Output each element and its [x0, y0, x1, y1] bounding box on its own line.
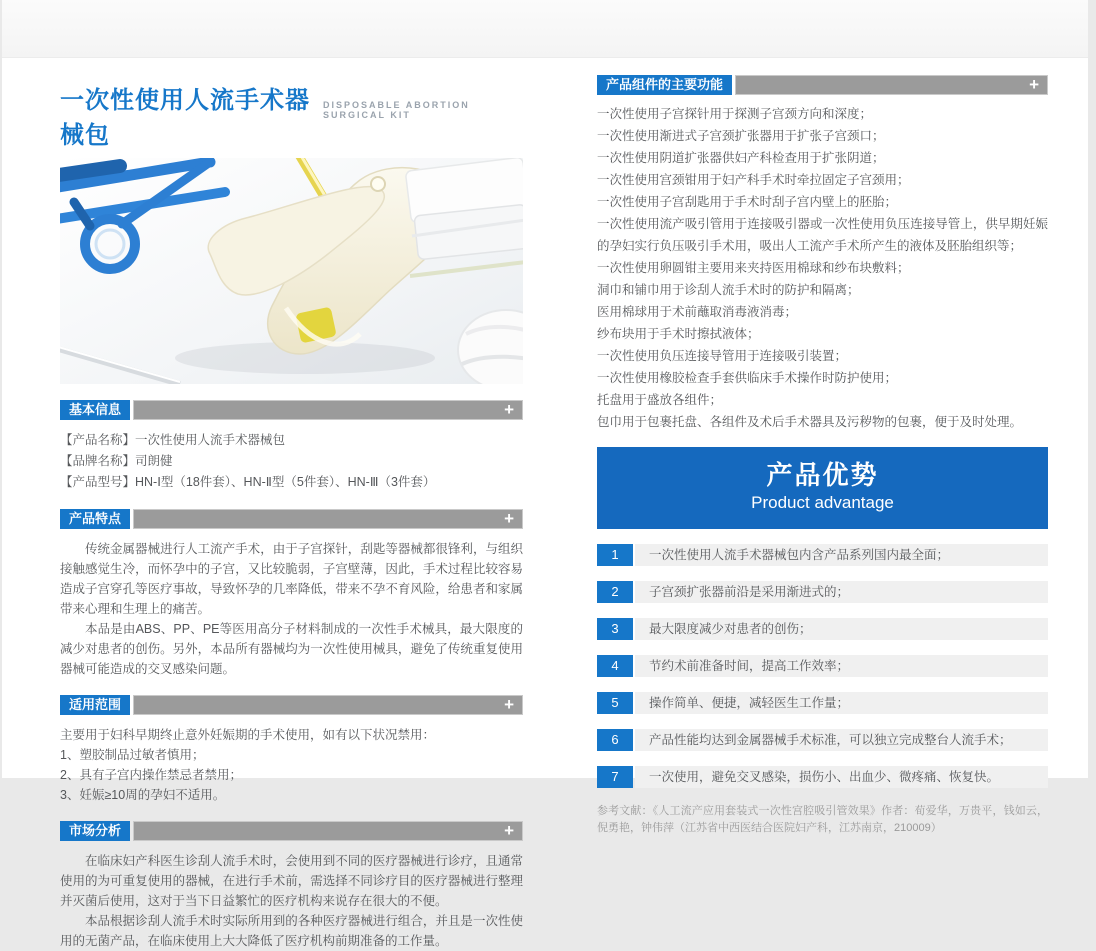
section-title: 适用范围 — [60, 695, 130, 715]
advantage-list — [597, 544, 1048, 788]
advantage-row — [597, 655, 1048, 677]
page-title: 一次性使用人流手术器械包 — [60, 80, 311, 150]
market-body — [60, 851, 523, 951]
product-title-row — [60, 80, 523, 150]
market-paragraph: 在临床妇产科医生诊刮人流手术时，会使用到不同的医疗器械进行诊疗，且通常使用的为可重复使用的器械，在进行手术前，需选择不同诊疗目的医疗器械进行整理并灭菌后使用，这对于当下日益繁忙的医疗机构来说存在很大的不便。 — [60, 851, 523, 911]
component-line: 洞巾和铺巾用于诊刮人流手术时的防护和隔离； — [597, 279, 1048, 301]
section-title: 市场分析 — [60, 821, 130, 841]
advantage-number-badge: 3 — [597, 618, 633, 640]
features-paragraph: 本品是由ABS、PP、PE等医用高分子材料制成的一次性手术械具，最大限度的减少对患者的创伤。另外，本品所有器械均为一次性使用械具，避免了传统重复使用器械可能造成的交叉感染问题。 — [60, 619, 523, 679]
component-line: 一次性使用流产吸引管用于连接吸引器或一次性使用负压连接导管上，供早期妊娠的孕妇实行负压吸引手术用，吸出人工流产手术所产生的液体及胚胎组织等； — [597, 213, 1048, 257]
advantage-text: 一次性使用人流手术器械包内含产品系列国内最全面； — [635, 544, 1048, 566]
advantage-title-cn: 产品优势 — [597, 460, 1048, 490]
advantage-row — [597, 729, 1048, 751]
section-bar — [133, 821, 523, 841]
features-paragraph: 传统金属器械进行人工流产手术，由于子宫探针，刮匙等器械都很锋利，与组织接触感觉生冷，而怀孕中的子宫，又比较脆弱，子宫壁薄，因此，手术过程比较容易造成子宫穿孔等医疗事故，导致怀孕的几率降低，带来不孕不育风险，给患者和家属带来心理和生理上的痛苦。 — [60, 539, 523, 619]
left-column — [60, 80, 523, 951]
page-top-band — [2, 0, 1088, 58]
expand-plus-icon[interactable]: + — [1029, 75, 1039, 95]
section-header-components — [597, 75, 1048, 95]
component-line: 一次性使用橡胶检查手套供临床手术操作时防护使用； — [597, 367, 1048, 389]
product-advantage-banner — [597, 447, 1048, 529]
advantage-text: 最大限度减少对患者的创伤； — [635, 618, 1048, 640]
section-header-features — [60, 509, 523, 529]
component-line: 托盘用于盛放各组件； — [597, 389, 1048, 411]
basic-info-body — [60, 430, 523, 493]
scope-intro: 主要用于妇科早期终止意外妊娠期的手术使用，如有以下状况禁用： — [60, 725, 523, 745]
reference-citation: 参考文献：《人工流产应用套装式一次性宫腔吸引管效果》作者：荀爱华，万贵平，钱如云，倪勇艳，钟伟萍（江苏省中西医结合医院妇产科，江苏南京，210009） — [597, 803, 1048, 837]
component-line: 包巾用于包裹托盘、各组件及术后手术器具及污秽物的包裹，便于及时处理。 — [597, 411, 1048, 433]
component-line: 医用棉球用于术前蘸取消毒液消毒； — [597, 301, 1048, 323]
advantage-text: 节约术前准备时间，提高工作效率； — [635, 655, 1048, 677]
brochure-page — [2, 0, 1088, 778]
section-title: 基本信息 — [60, 400, 130, 420]
section-bar — [133, 400, 523, 420]
scope-item: 3、妊娠≥10周的孕妇不适用。 — [60, 785, 523, 805]
scope-item: 2、具有子宫内操作禁忌者禁用； — [60, 765, 523, 785]
brand-name-line: 【品牌名称】司朗健 — [60, 451, 523, 472]
advantage-row — [597, 692, 1048, 714]
section-title: 产品组件的主要功能 — [597, 75, 732, 95]
advantage-number-badge: 6 — [597, 729, 633, 751]
component-line: 一次性使用子宫刮匙用于手术时刮子宫内壁上的胚胎； — [597, 191, 1048, 213]
advantage-number-badge: 7 — [597, 766, 633, 788]
section-bar — [133, 695, 523, 715]
section-title: 产品特点 — [60, 509, 130, 529]
advantage-row — [597, 581, 1048, 603]
section-header-market — [60, 821, 523, 841]
advantage-number-badge: 4 — [597, 655, 633, 677]
advantage-text: 一次使用，避免交叉感染，损伤小、出血少、微疼痛、恢复快。 — [635, 766, 1048, 788]
component-line: 一次性使用阴道扩张器供妇产科检查用于扩张阴道； — [597, 147, 1048, 169]
component-line: 一次性使用子宫探针用于探测子宫颈方向和深度； — [597, 103, 1048, 125]
expand-plus-icon[interactable]: + — [504, 509, 514, 529]
advantage-number-badge: 2 — [597, 581, 633, 603]
component-line: 一次性使用负压连接导管用于连接吸引装置； — [597, 345, 1048, 367]
section-header-scope — [60, 695, 523, 715]
market-paragraph: 本品根据诊刮人流手术时实际所用到的各种医疗器械进行组合，并且是一次性使用的无菌产品，在临床使用上大大降低了医疗机构前期准备的工作量。 — [60, 911, 523, 951]
expand-plus-icon[interactable]: + — [504, 400, 514, 420]
features-body — [60, 539, 523, 679]
component-line: 纱布块用于手术时擦拭液体； — [597, 323, 1048, 345]
scope-item: 1、塑胶制品过敏者慎用； — [60, 745, 523, 765]
product-photo — [60, 158, 523, 384]
advantage-number-badge: 1 — [597, 544, 633, 566]
product-name-line: 【产品名称】一次性使用人流手术器械包 — [60, 430, 523, 451]
advantage-text: 产品性能均达到金属器械手术标准，可以独立完成整台人流手术； — [635, 729, 1048, 751]
expand-plus-icon[interactable]: + — [504, 821, 514, 841]
section-bar — [735, 75, 1048, 95]
advantage-text: 子宫颈扩张器前沿是采用渐进式的； — [635, 581, 1048, 603]
advantage-title-en: Product advantage — [597, 492, 1048, 514]
component-line: 一次性使用渐进式子宫颈扩张器用于扩张子宫颈口； — [597, 125, 1048, 147]
advantage-number-badge: 5 — [597, 692, 633, 714]
component-line: 一次性使用卵圆钳主要用来夹持医用棉球和纱布块敷料； — [597, 257, 1048, 279]
components-body — [597, 103, 1048, 433]
section-header-basic-info — [60, 400, 523, 420]
scope-body — [60, 725, 523, 805]
advantage-row — [597, 618, 1048, 640]
page-subtitle: DISPOSABLE ABORTION SURGICAL KIT — [323, 100, 523, 120]
advantage-row — [597, 544, 1048, 566]
section-bar — [133, 509, 523, 529]
advantage-text: 操作简单、便捷，减轻医生工作量； — [635, 692, 1048, 714]
component-line: 一次性使用宫颈钳用于妇产科手术时牵拉固定子宫颈用； — [597, 169, 1048, 191]
model-line: 【产品型号】HN-Ⅰ型（18件套）、HN-Ⅱ型（5件套）、HN-Ⅲ（3件套） — [60, 472, 523, 493]
advantage-row — [597, 766, 1048, 788]
right-column — [597, 75, 1048, 837]
expand-plus-icon[interactable]: + — [504, 695, 514, 715]
